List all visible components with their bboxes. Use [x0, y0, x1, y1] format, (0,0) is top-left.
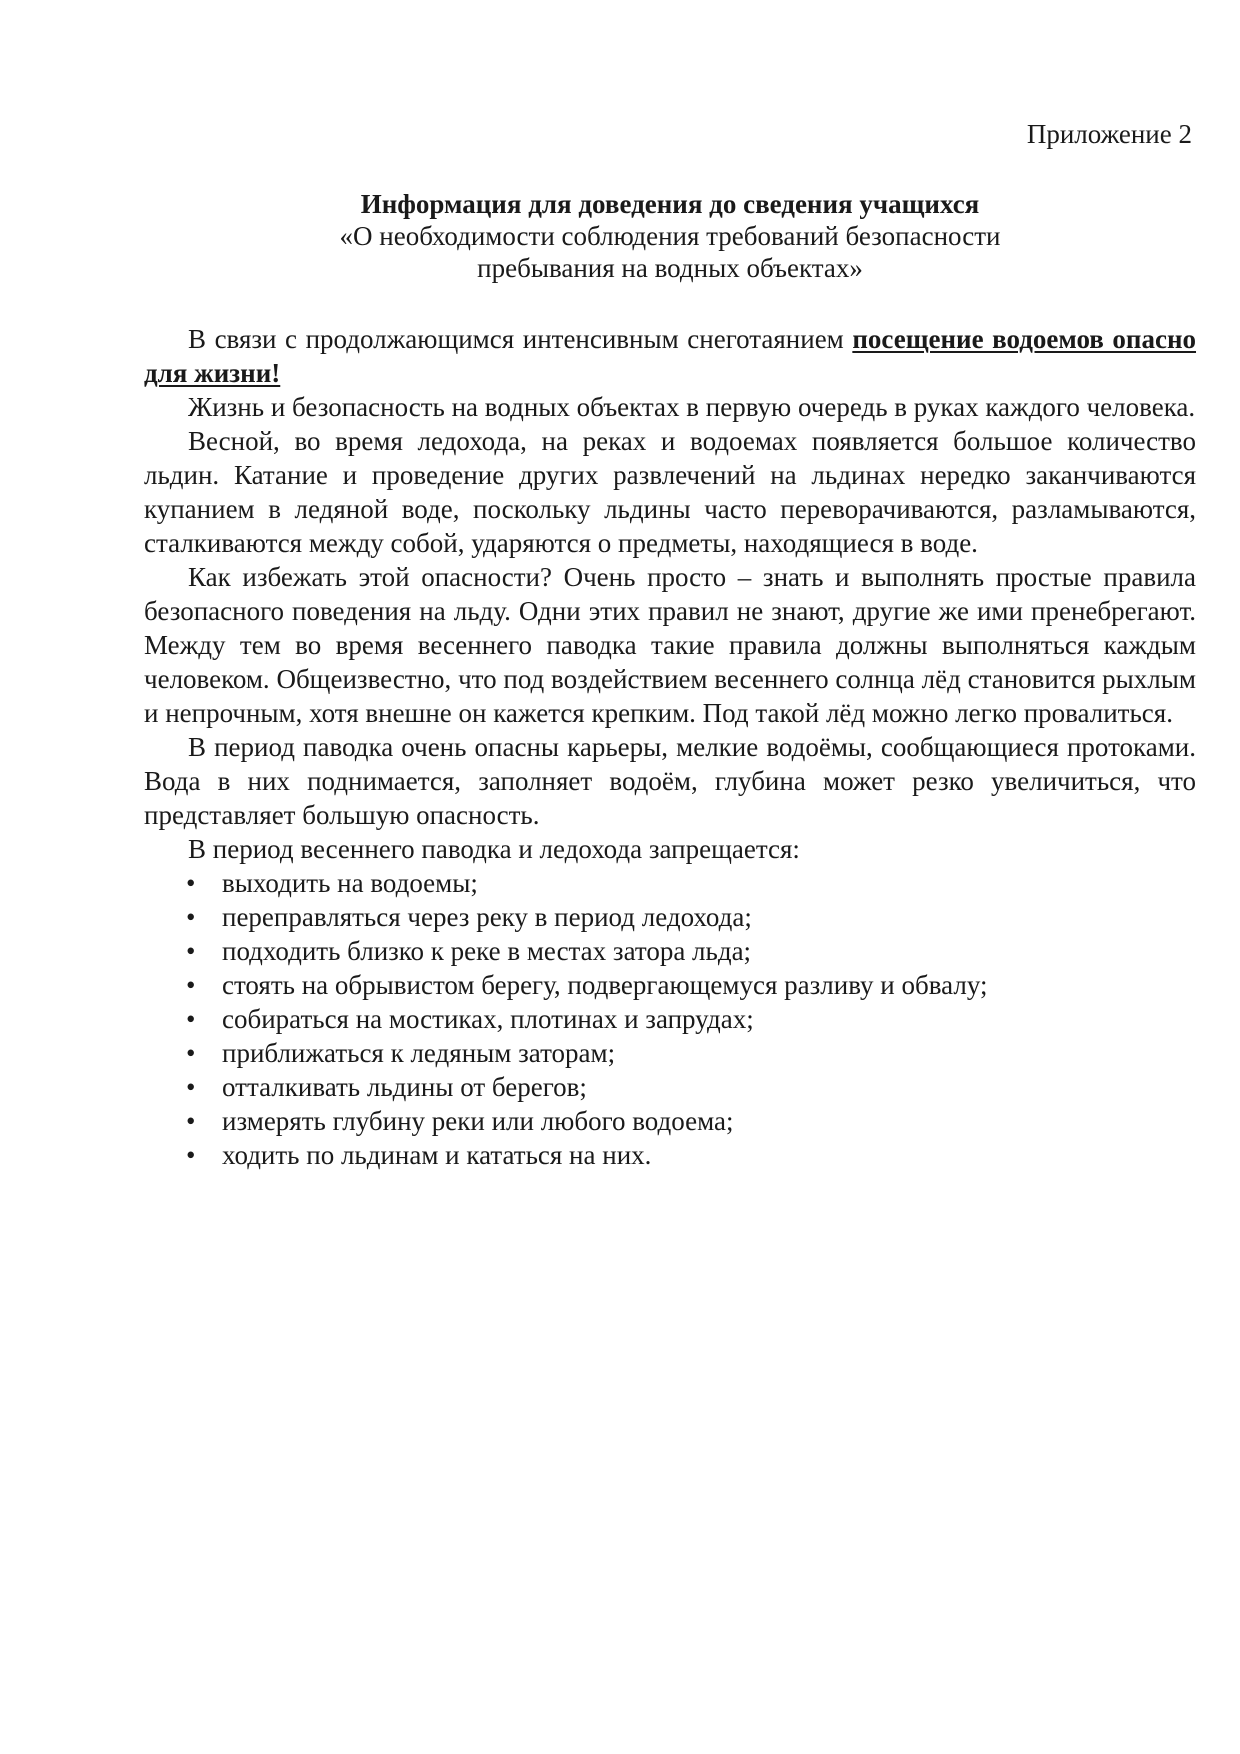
prohibition-item: [144, 1002, 1196, 1036]
paragraph-3: Весной, во время ледохода, на реках и водоемах появляется большое количество льдин. Катание и проведение других развлечений на льдинах нередко заканчиваются купанием в ледяной воде, поскольку льдины часто переворачиваются, разламываются, сталкиваются между собой, ударяются о предметы, находящиеся в воде.: [144, 426, 1196, 558]
prohibition-text: отталкивать льдины от берегов;: [222, 1072, 587, 1102]
document-subtitle-line-2: пребывания на водных объектах»: [477, 253, 863, 283]
prohibition-text: измерять глубину реки или любого водоема;: [222, 1106, 734, 1136]
prohibition-text: приближаться к ледяным заторам;: [222, 1038, 616, 1068]
paragraph-4: Как избежать этой опасности? Очень просто – знать и выполнять простые правила безопасного поведения на льду. Одни этих правил не знают, другие же ими пренебрегают. Между тем во время весеннего паводка такие правила должны выполняться каждым человеком. Общеизвестно, что под воздействием весеннего солнца лёд становится рыхлым и непрочным, хотя внешне он кажется крепким. Под такой лёд можно легко провалиться.: [144, 562, 1196, 728]
bullet-icon: •: [186, 970, 196, 1000]
bullet-icon: •: [186, 868, 196, 898]
paragraph-1-text: В связи с продолжающимся интенсивным снеготаянием: [188, 324, 853, 354]
bullet-icon: •: [186, 1004, 196, 1034]
appendix-label: Приложение 2: [1026, 119, 1192, 149]
document-subtitle-line-1: «О необходимости соблюдения требований безопасности: [339, 221, 1001, 251]
bullet-icon: •: [186, 1106, 196, 1136]
paragraph-2: Жизнь и безопасность на водных объектах в первую очередь в руках каждого человека.: [188, 392, 1196, 422]
bullet-icon: •: [186, 1072, 196, 1102]
warning-emphasis: посещение водоемов опасно для жизни!: [144, 324, 1197, 388]
prohibition-list: [144, 866, 1196, 1172]
bullet-icon: •: [186, 1140, 196, 1170]
bullet-icon: •: [186, 936, 196, 966]
paragraph-1: [144, 322, 1196, 390]
prohibition-item: [144, 1104, 1196, 1138]
prohibition-item: [144, 968, 1196, 1002]
prohibition-text: подходить близко к реке в местах затора льда;: [222, 936, 752, 966]
paragraph-5: В период паводка очень опасны карьеры, мелкие водоёмы, сообщающиеся протоками. Вода в них поднимается, заполняет водоём, глубина может резко увеличиться, что представляет большую опасность.: [144, 732, 1196, 830]
prohibition-item: [144, 866, 1196, 900]
paragraph-6: В период весеннего паводка и ледохода запрещается:: [188, 834, 800, 864]
bullet-icon: •: [186, 1038, 196, 1068]
document-title: Информация для доведения до сведения учащихся: [360, 189, 980, 219]
prohibition-item: [144, 1070, 1196, 1104]
prohibition-text: выходить на водоемы;: [222, 868, 478, 898]
prohibition-item: [144, 1138, 1196, 1172]
prohibition-item: [144, 900, 1196, 934]
prohibition-text: переправляться через реку в период ледохода;: [222, 902, 752, 932]
bullet-icon: •: [186, 902, 196, 932]
prohibition-text: стоять на обрывистом берегу, подвергающемуся разливу и обвалу;: [222, 970, 988, 1000]
prohibition-text: собираться на мостиках, плотинах и запрудах;: [222, 1004, 754, 1034]
prohibition-item: [144, 1036, 1196, 1070]
document-body: [144, 322, 1196, 1172]
prohibition-text: ходить по льдинам и кататься на них.: [222, 1140, 652, 1170]
title-block: [144, 188, 1196, 284]
prohibition-item: [144, 934, 1196, 968]
